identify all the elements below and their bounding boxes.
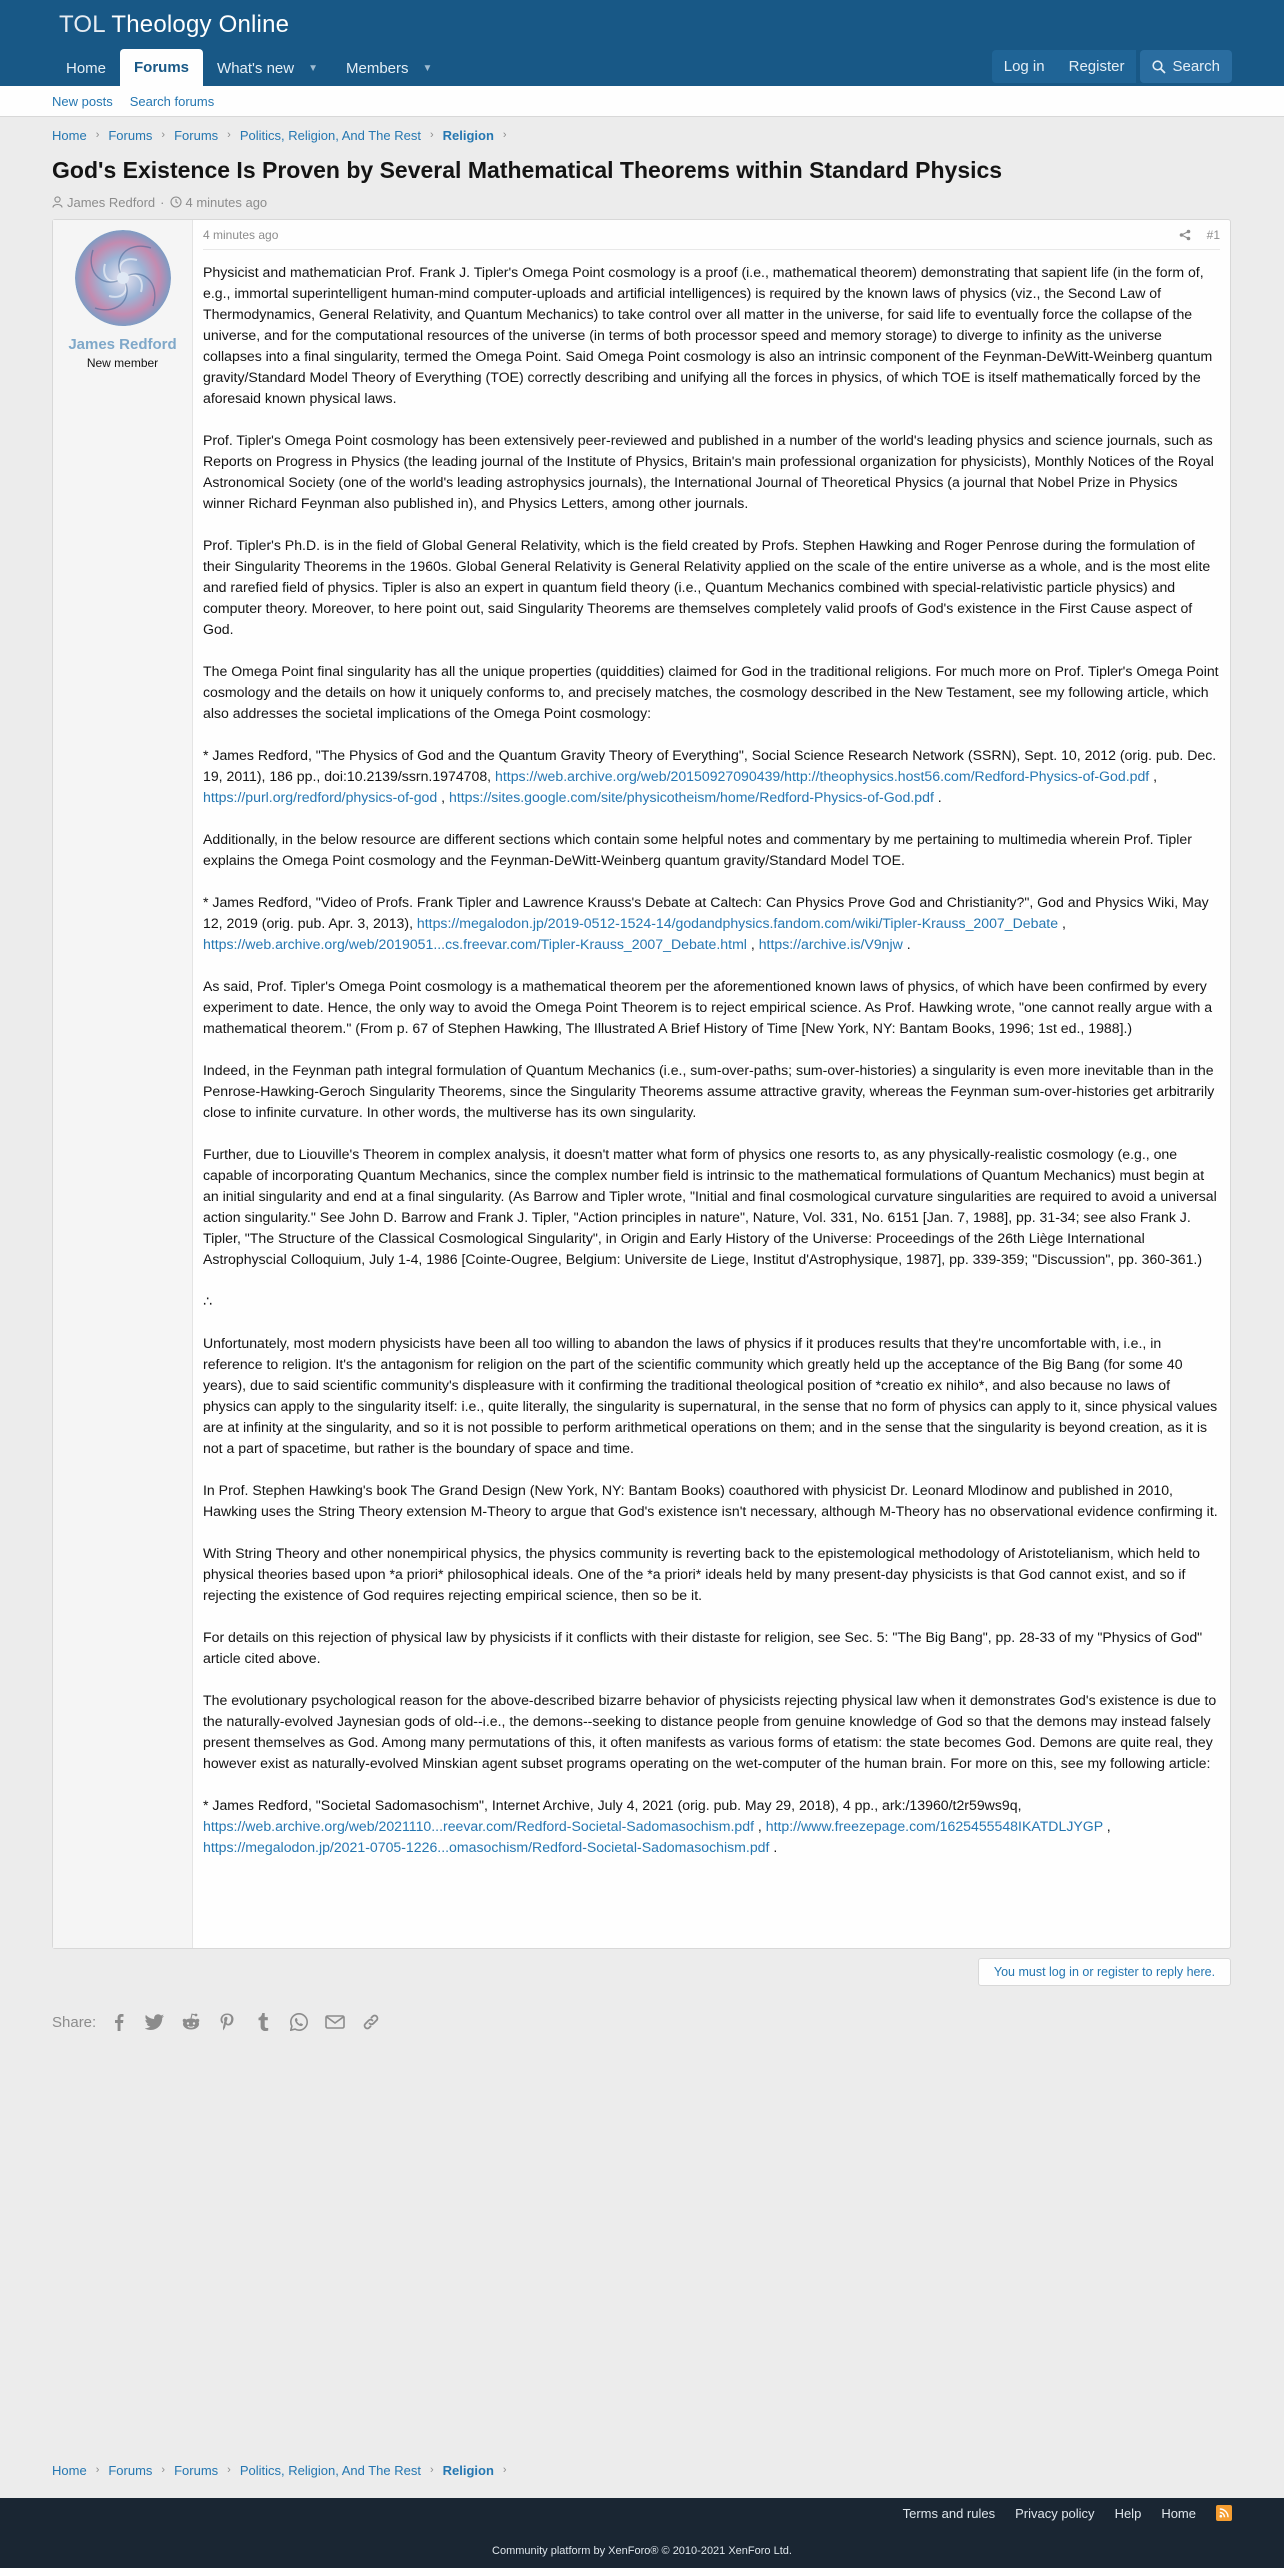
post-paragraph xyxy=(203,892,1220,955)
search-forums-link[interactable]: Search forums xyxy=(129,93,215,109)
citation-link[interactable]: https://sites.google.com/site/physicotheism/home/Redford-Physics-of-God.pdf xyxy=(448,789,934,805)
breadcrumb-separator-icon: › xyxy=(502,129,507,141)
link-icon[interactable] xyxy=(358,2010,384,2034)
avatar[interactable] xyxy=(75,230,171,326)
breadcrumb-religion[interactable]: Religion xyxy=(442,127,494,143)
tab-home[interactable]: Home xyxy=(66,60,107,77)
twitter-icon[interactable] xyxy=(142,2010,168,2034)
main-nav xyxy=(0,49,1284,86)
search-label: Search xyxy=(1172,58,1220,75)
breadcrumb-home[interactable]: Home xyxy=(52,127,87,143)
post-paragraph: With String Theory and other nonempirical physics, the physics community is reverting back to the epistemological methodology of Aristotelianism, which held to physical theories based upon *a priori* philosophical ideals. One of the *a priori* ideals held by many present-day physicists is that God cannot exist, and so if rejecting the existence of God requires rejecting empirical science, then so be it. xyxy=(203,1545,1200,1603)
new-posts-link[interactable]: New posts xyxy=(52,93,113,109)
post-paragraph xyxy=(203,745,1220,808)
post-body xyxy=(203,250,1220,1858)
login-button[interactable]: Log in xyxy=(992,50,1057,83)
page-title: God's Existence Is Proven by Several Mathematical Theorems within Standard Physics xyxy=(52,157,1003,183)
footer-home-link[interactable]: Home xyxy=(1161,2505,1196,2521)
citation-link[interactable]: https://web.archive.org/web/2019051...cs.freevar.com/Tipler-Krauss_2007_Debate.html xyxy=(203,936,747,952)
thread-author-link[interactable]: James Redford xyxy=(67,194,156,210)
post-paragraph: ∴ xyxy=(203,1293,212,1309)
meta-separator: · xyxy=(160,194,165,210)
breadcrumb-forums-2[interactable]: Forums xyxy=(174,2462,219,2478)
post-paragraph: As said, Prof. Tipler's Omega Point cosmology is a mathematical theorem per the aforementioned known laws of physics, of which have been confirmed by every experiment to date. Hence, the only way to avoid the Omega Point Theorem is to reject empirical science. As Prof. Hawking wrote, "one cannot really argue with a mathematical theorem." (From p. 67 of Stephen Hawking, The Illustrated A Brief History of Time [New York, NY: Bantam Books, 1996; 1st ed., 1988].) xyxy=(203,978,1213,1036)
thread-meta xyxy=(0,187,1284,217)
site-header xyxy=(0,0,1284,49)
post-paragraph: Prof. Tipler's Ph.D. is in the field of Global General Relativity, which is the field created by Profs. Stephen Hawking and Roger Penrose during the formulation of their Singularity Theorems in the 1960s. Global General Relativity is General Relativity applied on the scale of the entire universe as a whole, and is the most elite and rarefied field of physics. Tipler is also an expert in quantum field theory (i.e., Quantum Mechanics combined with special-relativistic particle physics) and computer theory. Moreover, to here point out, said Singularity Theorems are themselves completely valid proofs of God's existence in the First Cause aspect of God. xyxy=(203,537,1211,637)
citation-link[interactable]: http://www.freezepage.com/1625455548IKATDLJYGP xyxy=(765,1818,1103,1834)
citation-link[interactable]: https://archive.is/V9njw xyxy=(758,936,903,952)
register-button[interactable]: Register xyxy=(1057,50,1137,83)
site-footer xyxy=(0,2498,1284,2568)
tumblr-icon[interactable] xyxy=(250,2010,276,2034)
breadcrumb-forums[interactable]: Forums xyxy=(108,2462,153,2478)
whatsapp-icon[interactable] xyxy=(286,2010,312,2034)
citation-text: * James Redford, "Video of Profs. Frank Tipler and Lawrence Krauss's Debate at Caltech: Can Physics Prove God and Christianity?", God and Physics Wiki, May 12, 2019 (orig. pub. Apr. 3, 2013), xyxy=(203,894,1209,931)
breadcrumb-separator-icon: › xyxy=(95,2464,100,2476)
thread-time-link[interactable]: 4 minutes ago xyxy=(185,194,268,210)
link-separator: . xyxy=(933,789,942,805)
breadcrumb-politics[interactable]: Politics, Religion, And The Rest xyxy=(239,127,421,143)
breadcrumb-forums-2[interactable]: Forums xyxy=(174,127,219,143)
link-separator: , xyxy=(753,1818,766,1834)
clock-icon xyxy=(170,196,182,208)
citation-text: * James Redford, "The Physics of God and the Quantum Gravity Theory of Everything", Social Science Research Network (SSRN), Sept. 10, 2012 (orig. pub. Dec. 19, 2011), 186 pp., doi:10.2139/ssrn.1974708, xyxy=(203,747,1217,784)
post-paragraph: Unfortunately, most modern physicists have been all too willing to abandon the laws of physics if it produces results that they're uncomfortable with, i.e., in reference to religion. It's the antagonism for religion on the part of the scientific community which greatly held up the acceptance of the Big Bang (for some 40 years), due to said scientific community's displeasure with it confirming the traditional theological position of *creatio ex nihilo*, and also because no laws of physics can apply to the singularity itself: i.e., quite literally, the singularity is supernatural, in the sense that no form of physics can apply to it, since physical values are at infinity at the singularity, and so it is not possible to perform arithmetical operations on them; and in the sense that the singularity is beyond creation, as it is not a part of spacetime, but rather is the boundary of space and time. xyxy=(203,1335,1218,1456)
post-main xyxy=(193,220,1230,1948)
email-icon[interactable] xyxy=(322,2010,348,2034)
link-separator: , xyxy=(1149,768,1158,784)
post-header xyxy=(203,220,1220,250)
post-paragraph: Physicist and mathematician Prof. Frank J. Tipler's Omega Point cosmology is a proof (i.e., mathematical theorem) demonstrating that sapient life (in the form of, e.g., immortal superintelligent human-mind computer-uploads and artificial intelligences) is required by the known laws of physics (viz., the Second Law of Thermodynamics, General Relativity, and Quantum Mechanics) to take control over all matter in the universe, for said life to eventually force the collapse of the universe, and for the computational resources of the universe (in terms of both processor speed and memory storage) to diverge to infinity as the universe collapses into a final singularity, termed the Omega Point. Said Omega Point cosmology is also an intrinsic component of the Feynman-DeWitt-Weinberg quantum gravity/Standard Model Theory of Everything (TOE) correctly describing and unifying all the forces in physics, of which TOE is itself mathematically forced by the aforesaid known physical laws. xyxy=(203,264,1213,406)
citation-link[interactable]: https://purl.org/redford/physics-of-god xyxy=(203,789,438,805)
link-separator: , xyxy=(1102,1818,1111,1834)
citation-link[interactable]: https://megalodon.jp/2019-0512-1524-14/godandphysics.fandom.com/wiki/Tipler-Krauss_2007_Debate xyxy=(416,915,1059,931)
facebook-icon[interactable] xyxy=(106,2010,132,2034)
post-paragraph: Additionally, in the below resource are different sections which contain some helpful notes and commentary by me pertaining to multimedia wherein Prof. Tipler explains the Omega Point cosmology and the Feynman-DeWitt-Weinberg quantum gravity/Standard Model TOE. xyxy=(203,831,1192,868)
breadcrumb-separator-icon: › xyxy=(429,129,434,141)
breadcrumb-religion[interactable]: Religion xyxy=(442,2462,494,2478)
share-label: Share: xyxy=(52,2013,97,2031)
link-separator: , xyxy=(1058,915,1066,931)
footer-help-link[interactable]: Help xyxy=(1114,2505,1142,2521)
post-paragraph: Further, due to Liouville's Theorem in complex analysis, it doesn't matter what form of physics one resorts to, as any physically-realistic cosmology (e.g., one capable of incorporating Quantum Mechanics, since the complex number field is intrinsic to the mathematical formulations of Quantum Mechanics) must begin at an initial singularity and end at a final singularity. (As Barrow and Tipler wrote, "Initial and final cosmological curvature singularities are required to avoid a universal action singularity." See John D. Barrow and Frank J. Tipler, "Action principles in nature", Nature, Vol. 331, No. 6151 [Jan. 7, 1988], pp. 31-34; see also Frank J. Tipler, "The Structure of the Classical Cosmological Singularity", in Origin and Early History of the Universe: Proceedings of the 26th Liège International Astrophyscial Colloquium, July 1-4, 1986 [Cointe-Ougree, Belgium: Universite de Liege, Institut d'Astrophysique, 1987], pp. 339-359; "Discussion", pp. 360-361.) xyxy=(203,1146,1217,1267)
citation-link[interactable]: https://web.archive.org/web/20150927090439/http://theophysics.host56.com/Redford-Physics-of-God.pdf xyxy=(495,768,1150,784)
rss-icon[interactable] xyxy=(1216,2505,1232,2521)
breadcrumb-forums[interactable]: Forums xyxy=(108,127,153,143)
link-separator: . xyxy=(769,1839,778,1855)
breadcrumb-bottom xyxy=(0,2452,1284,2488)
breadcrumb-home[interactable]: Home xyxy=(52,2462,87,2478)
post xyxy=(52,219,1231,1949)
post-time-link[interactable]: 4 minutes ago xyxy=(203,227,279,242)
breadcrumb-separator-icon: › xyxy=(161,129,166,141)
tab-whats-new[interactable]: What's new xyxy=(217,60,295,77)
breadcrumb-separator-icon: › xyxy=(429,2464,434,2476)
post-paragraph: The evolutionary psychological reason for the above-described bizarre behavior of physicists rejecting physical law when it demonstrates God's existence is due to the naturally-evolved Jaynesian gods of old--i.e., the demons--seeking to distance people from genuine knowledge of God so that the demons may instead falsely present themselves as God. Among many permutations of this, it often manifests as various forms of etatism: the state becomes God. Demons are quite real, they however exist as naturally-evolved Minskian agent subset programs operating on the wet-computer of the human brain. For more on this, see my following article: xyxy=(203,1692,1217,1771)
link-separator: , xyxy=(746,936,759,952)
link-separator: . xyxy=(902,936,911,952)
post-paragraph: For details on this rejection of physical law by physicists if it conflicts with their distaste for religion, see Sec. 5: "The Big Bang", pp. 28-33 of my "Physics of God" article cited above. xyxy=(203,1629,1203,1666)
breadcrumb-separator-icon: › xyxy=(227,2464,231,2476)
share-icon[interactable] xyxy=(1179,229,1191,241)
share-bar xyxy=(52,2010,394,2034)
post-paragraph: In Prof. Stephen Hawking's book The Grand Design (New York, NY: Bantam Books) coauthored with physicist Dr. Leonard Mlodinow and published in 2010, Hawking uses the String Theory extension M-Theory to argue that God's existence isn't necessary, although M-Theory has no observational evidence confirming it. xyxy=(203,1482,1218,1519)
post-paragraph: Prof. Tipler's Omega Point cosmology has been extensively peer-reviewed and published in a number of the world's leading physics and science journals, such as Reports on Progress in Physics (the leading journal of the Institute of Physics, Britain's main professional organization for physicists), Monthly Notices of the Royal Astronomical Society (one of the world's leading astrophysics journals), the International Journal of Theoretical Physics (a journal that Nobel Prize in Physics winner Richard Feynman also published in), and Physics Letters, among other journals. xyxy=(203,432,1214,511)
footer-links xyxy=(0,2498,1284,2528)
tab-forums[interactable]: Forums xyxy=(120,49,203,86)
breadcrumb-separator-icon: › xyxy=(95,129,100,141)
post-user-title: New member xyxy=(86,356,159,370)
breadcrumb-separator-icon: › xyxy=(502,2464,507,2476)
footer-privacy-link[interactable]: Privacy policy xyxy=(1015,2505,1095,2521)
breadcrumb xyxy=(0,117,1284,153)
logo-prefix: TOL xyxy=(59,10,105,38)
tab-members[interactable]: Members xyxy=(346,60,409,77)
members-dropdown-icon[interactable]: ▼ xyxy=(422,63,433,74)
post-paragraph xyxy=(203,1795,1220,1858)
search-icon xyxy=(1152,60,1166,74)
breadcrumb-politics[interactable]: Politics, Religion, And The Rest xyxy=(239,2462,421,2478)
site-logo[interactable] xyxy=(59,11,289,39)
citation-link[interactable]: https://web.archive.org/web/2021110...reevar.com/Redford-Societal-Sadomasochism.pdf xyxy=(203,1818,754,1834)
post-paragraph: Indeed, in the Feynman path integral formulation of Quantum Mechanics (i.e., sum-over-paths; sum-over-histories) a singularity is even more inevitable than in the Penrose-Hawking-Geroch Singularity Theorems, since the Singularity Theorems assume attractive gravity, whereas the Feynman sum-over-histories get arbitrarily close to infinite curvature. In other words, the multiverse has its own singularity. xyxy=(203,1062,1215,1120)
search-button[interactable] xyxy=(1140,50,1232,83)
whats-new-dropdown-icon[interactable]: ▼ xyxy=(308,63,318,74)
citation-text: * James Redford, "Societal Sadomasochism", Internet Archive, July 4, 2021 (orig. pub. May 29, 2018), 4 pp., ark:/13960/t2r59ws9q, xyxy=(203,1797,1022,1813)
breadcrumb-separator-icon: › xyxy=(227,129,231,141)
post-paragraph: The Omega Point final singularity has all the unique properties (quiddities) claimed for God in the traditional religions. For much more on Prof. Tipler's Omega Point cosmology and the details on how it uniquely conforms to, and precisely matches, the cosmology described in the New Testament, see my following article, which also addresses the societal implications of the Omega Point cosmology: xyxy=(203,663,1219,721)
login-to-reply-link[interactable]: You must log in or register to reply here. xyxy=(978,1958,1231,1986)
footer-terms-link[interactable]: Terms and rules xyxy=(902,2505,996,2521)
pinterest-icon[interactable] xyxy=(214,2010,240,2034)
citation-link[interactable]: https://megalodon.jp/2021-0705-1226...omasochism/Redford-Societal-Sadomasochism.pdf xyxy=(203,1839,770,1855)
sub-nav xyxy=(0,86,1284,117)
link-separator: , xyxy=(437,789,449,805)
footer-copyright: Community platform by XenForo® © 2010-2021 XenForo Ltd. xyxy=(492,2545,792,2557)
post-number-link[interactable]: #1 xyxy=(1206,227,1220,242)
post-user-name[interactable]: James Redford xyxy=(68,336,177,353)
post-user-cell xyxy=(53,220,193,1948)
breadcrumb-separator-icon: › xyxy=(161,2464,166,2476)
reddit-icon[interactable] xyxy=(178,2010,204,2034)
logo-name: Theology Online xyxy=(111,10,290,38)
user-icon xyxy=(52,196,63,208)
